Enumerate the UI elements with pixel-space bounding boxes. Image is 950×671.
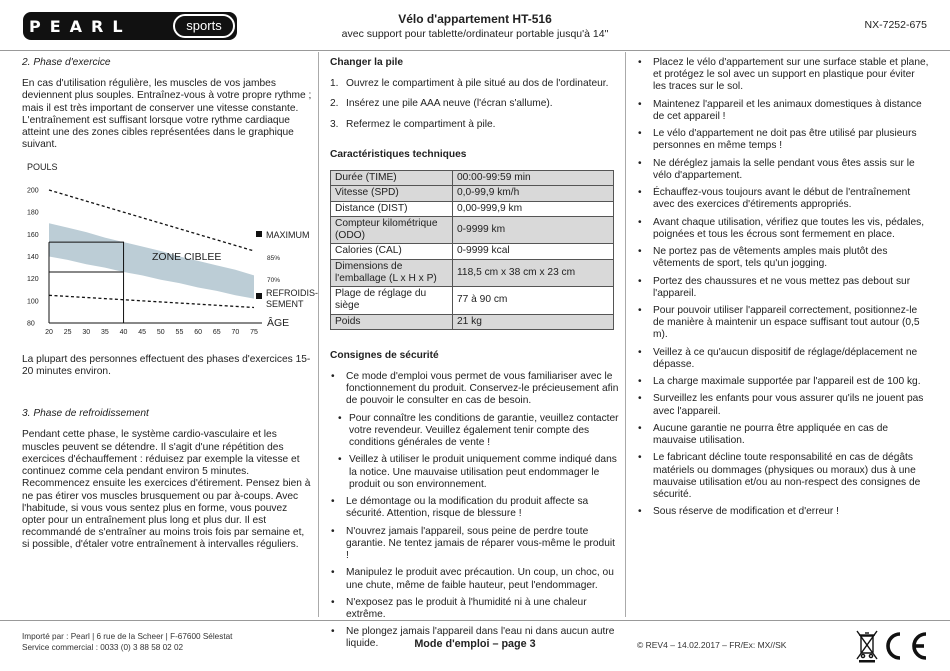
list-item (637, 217, 930, 241)
bullet-icon: • (638, 304, 642, 316)
bullet-icon: • (331, 496, 335, 508)
list-item (637, 506, 930, 518)
legend-label-cooldown-2: SEMENT (266, 298, 304, 309)
product-reference: NX-7252-675 (864, 19, 927, 31)
y-tick-label: 180 (27, 209, 39, 217)
list-item (637, 99, 930, 123)
list-item (637, 158, 930, 182)
list-item (637, 393, 930, 417)
revision-info: © REV4 – 14.02.2017 – FR/Ex: MX//SK (637, 640, 787, 650)
x-tick-label: 25 (63, 328, 72, 336)
step-number: 3. (330, 118, 339, 130)
list-item (637, 347, 930, 371)
bullet-icon: • (331, 596, 335, 608)
document-title: Vélo d'appartement HT-516 (398, 12, 552, 26)
bullet-icon: • (338, 412, 342, 424)
importer-address: Importé par : Pearl | 6 rue de la Scheer | F-67600 Sélestat (22, 632, 233, 641)
spec-key: Distance (DIST) (331, 201, 453, 216)
battery-title: Changer la pile (330, 57, 404, 68)
exercise-duration-text: La plupart des personnes effectuent des phases d'exercices 15-20 minutes environ. (22, 353, 311, 377)
spec-value: 0,0-99,9 km/h (453, 186, 614, 201)
list-item-text: Ne plongez jamais l'appareil dans l'eau ni dans aucun autre liquide. (346, 626, 615, 650)
x-tick-label: 35 (101, 328, 109, 336)
list-item (330, 496, 620, 520)
list-item-text: Portez des chaussures et ne vous mettez pas debout sur l'appareil. (653, 275, 911, 299)
y-axis-label: POULS (27, 161, 58, 172)
bullet-icon: • (638, 98, 642, 110)
bullet-icon: • (338, 454, 342, 466)
bullet-icon: • (638, 393, 642, 405)
list-item (330, 413, 620, 450)
spec-value: 0,00-999,9 km (453, 201, 614, 216)
bullet-icon: • (638, 452, 642, 464)
column-left (22, 57, 319, 560)
list-item-text: Maintenez l'appareil et les animaux domestiques à distance de cet appareil ! (653, 98, 922, 122)
list-item-text: Ne portez pas de vêtements amples mais plutôt des vêtements de sport, tels qu'un jogging. (653, 246, 888, 270)
column-middle (330, 57, 620, 656)
legend-square-maximum (256, 231, 262, 237)
service-phone: Service commercial : 0033 (0) 3 88 58 02 02 (22, 643, 184, 653)
x-tick-label: 75 (250, 328, 258, 336)
list-item (637, 246, 930, 270)
list-item-text: Ce mode d'emploi vous permet de vous familiariser avec le fonctionnement du produit. Conservez-le précieusement afin de pouvoir le consulter en cas de besoin. (346, 370, 619, 407)
y-tick-label: 160 (27, 231, 39, 239)
x-tick-label: 20 (45, 328, 53, 336)
bullet-icon: • (638, 157, 642, 169)
spec-key: Poids (331, 314, 453, 329)
list-item-text: Surveillez les enfants pour vous assurer qu'ils ne jouent pas avec l'appareil. (653, 393, 924, 417)
x-tick-label: 45 (138, 328, 147, 336)
table-row (331, 314, 614, 329)
legend-label-maximum: MAXIMUM (266, 229, 310, 240)
list-item (637, 423, 930, 447)
list-item-text: Ne déréglez jamais la selle pendant vous êtes assis sur le vélo d'appartement. (653, 157, 915, 181)
list-item (637, 187, 930, 211)
bullet-icon: • (638, 57, 642, 68)
y-tick-label: 100 (27, 297, 39, 305)
list-item (330, 454, 620, 491)
list-item-text: Placez le vélo d'appartement sur une surface stable et plane, et protégez le sol avec un support en plastique pour éviter les traces sur le sol. (653, 57, 929, 93)
list-item-text: Avant chaque utilisation, vérifiez que toutes les vis, pédales, poignées et tous les écrous sont fermement en place. (653, 216, 925, 240)
list-item-text: Sous réserve de modification et d'erreur ! (653, 506, 839, 518)
bullet-icon: • (638, 128, 642, 140)
list-item (330, 597, 620, 621)
weee-bin-icon (857, 631, 877, 663)
y-tick-label: 120 (27, 275, 39, 283)
compliance-marks (856, 628, 930, 664)
legend-label-cooldown-1: REFROIDIS- (266, 287, 319, 298)
list-item (637, 128, 930, 152)
table-row (331, 244, 614, 259)
list-item (637, 452, 930, 501)
table-row (331, 287, 614, 314)
bullet-icon: • (331, 525, 335, 537)
x-axis-label: ÂGE (267, 316, 290, 329)
list-item-text: N'ouvrez jamais l'appareil, sous peine de perdre toute garantie. Ne tentez jamais de réparer vous-même le produit ! (346, 525, 615, 562)
series-line-cooldown (49, 295, 254, 307)
x-tick-label: 50 (156, 328, 165, 336)
list-item (330, 371, 620, 408)
list-item (330, 526, 620, 563)
footer-importer (22, 631, 232, 654)
document-subtitle: avec support pour tablette/ordinateur portable jusqu'à 14" (341, 28, 609, 40)
ce-mark-icon (888, 634, 926, 658)
x-tick-label: 55 (175, 328, 184, 336)
list-item (637, 276, 930, 300)
bullet-icon: • (638, 422, 642, 434)
spec-key: Calories (CAL) (331, 244, 453, 259)
footer-divider (0, 620, 950, 621)
legend-label-70: 70% (267, 276, 281, 284)
list-item-text: Le vélo d'appartement ne doit pas être utilisé par plusieurs personnes en même temps ! (653, 128, 917, 152)
spec-key: Dimensions de l'emballage (L x H x P) (331, 259, 453, 286)
spec-value: 21 kg (453, 314, 614, 329)
x-tick-label: 65 (212, 328, 221, 336)
column-right (637, 57, 930, 524)
table-row (331, 216, 614, 243)
heart-rate-chart (22, 160, 319, 350)
specs-table (330, 170, 614, 330)
step-text: Ouvrez le compartiment à pile situé au dos de l'ordinateur. (346, 78, 609, 90)
y-tick-label: 80 (27, 320, 35, 328)
bullet-icon: • (638, 506, 642, 518)
list-item (330, 567, 620, 591)
list-item-text: Veillez à ce qu'aucun dispositif de réglage/déplacement ne dépasse. (653, 346, 918, 370)
bullet-icon: • (331, 626, 335, 638)
bullet-icon: • (638, 216, 642, 228)
section-exercise-title: 2. Phase d'exercice (22, 57, 111, 68)
spec-value: 77 à 90 cm (453, 287, 614, 314)
list-item (330, 78, 620, 90)
list-item-text: Veillez à utiliser le produit uniquement comme indiqué dans la notice. Une mauvaise utilisation peut endommager le produit ou son environnement. (349, 454, 617, 490)
list-item-text: Manipulez le produit avec précaution. Un coup, un choc, ou une chute, même de faible hauteur, peut l'endommager. (346, 567, 614, 591)
column-divider-2 (625, 52, 626, 617)
x-tick-label: 40 (119, 328, 128, 336)
x-tick-label: 60 (194, 328, 202, 336)
bullet-icon: • (638, 187, 642, 199)
legend-label-85: 85% (267, 254, 281, 262)
y-tick-label: 140 (27, 253, 39, 261)
zone-label: ZONE CIBLEE (152, 250, 222, 263)
table-row (331, 186, 614, 201)
heart-rate-chart-svg (22, 160, 319, 350)
section-exercise-text: En cas d'utilisation régulière, les muscles de vos jambes deviennent plus souples. Entraînez-vous à votre propre rythme ; mais il est très important de conserver une vitesse constante. L'entraînement est suffisant lorsque votre rythme cardiaque atteint une des zones cibles représentées dans le graphique suivant. (22, 78, 312, 151)
x-tick-label: 30 (82, 328, 91, 336)
spec-value: 118,5 cm x 38 cm x 23 cm (453, 259, 614, 286)
logo-pearl-text: PEARL (29, 17, 132, 36)
list-item-text: Pour pouvoir utiliser l'appareil correctement, positionnez-le de manière à maintenir un espace suffisant tout autour (0,5 m). (653, 304, 920, 341)
list-item (637, 305, 930, 342)
safety-title: Consignes de sécurité (330, 349, 439, 361)
column-divider-1 (318, 52, 319, 617)
list-item-text: Pour connaître les conditions de garantie, veuillez contacter votre revendeur. Veuillez également tenir compte des conditions générales de vente ! (349, 412, 619, 449)
spec-value: 0-9999 kcal (453, 244, 614, 259)
section-cooldown-text: Pendant cette phase, le système cardio-vasculaire et les muscles peuvent se détendre. Il s'agit d'une répétition des exercices d'échauffement : réduisez par exemple la vitesse et continuez comme cela pendant environ 5 minutes. Recommencez ensuite les exercices d'étirement. Pensez bien à ne pas étirer vos muscles brusquement ou par à-coups. Avec l'habitude, si vous vous sentez plus en forme, vous pouvez opter pour un entraînement plus long et plus dur. Il est recommandé de s'entraîner au moins trois fois par semaine et, si possible, d'étaler votre entraînement à intervalles réguliers. (22, 429, 311, 551)
spec-value: 0-9999 km (453, 216, 614, 243)
list-item-text: Le fabricant décline toute responsabilité en cas de dégâts matériels ou dommages (physiques ou moraux) dus à une mauvaise utilisation et/ou au non-respect des consignes de sécurité. (653, 452, 921, 501)
bullet-icon: • (638, 376, 642, 388)
step-number: 1. (330, 78, 339, 90)
table-row (331, 171, 614, 186)
list-item-text: La charge maximale supportée par l'appareil est de 100 kg. (653, 376, 921, 388)
spec-key: Durée (TIME) (331, 171, 453, 186)
list-item (330, 119, 620, 131)
spec-key: Compteur kilométrique (ODO) (331, 216, 453, 243)
list-item-text: Le démontage ou la modification du produit affecte sa sécurité. Attention, risque de blessure ! (346, 496, 589, 520)
bullet-icon: • (638, 346, 642, 358)
page-header (0, 0, 950, 50)
battery-steps (330, 78, 620, 131)
list-item (330, 98, 620, 110)
y-tick-label: 200 (27, 187, 39, 195)
list-item (637, 57, 930, 94)
specs-title: Caractéristiques techniques (330, 148, 467, 160)
header-divider (0, 50, 950, 51)
table-row (331, 259, 614, 286)
step-text: Insérez une pile AAA neuve (l'écran s'allume). (346, 98, 553, 110)
legend-square-cooldown (256, 293, 262, 299)
list-item (637, 376, 930, 388)
logo-sports-text: sports (173, 14, 235, 38)
list-item-text: Aucune garantie ne pourra être appliquée en cas de mauvaise utilisation. (653, 422, 889, 447)
bullet-icon: • (331, 567, 335, 579)
step-text: Refermez le compartiment à pile. (346, 118, 496, 130)
pearl-sports-logo (23, 12, 237, 40)
list-item-text: N'exposez pas le produit à l'humidité ni à une chaleur extrême. (346, 596, 587, 620)
spec-key: Plage de réglage du siège (331, 287, 453, 314)
spec-value: 00:00-99:59 min (453, 171, 614, 186)
x-tick-label: 70 (231, 328, 240, 336)
step-number: 2. (330, 98, 339, 110)
bullet-icon: • (331, 370, 335, 382)
table-row (331, 201, 614, 216)
bullet-icon: • (638, 275, 642, 287)
list-item-text: Échauffez-vous toujours avant le début de l'entraînement avec des exercices d'étirements appropriés. (653, 187, 911, 211)
bullet-icon: • (638, 246, 642, 258)
safety-list (330, 371, 620, 651)
page-number: Mode d'emploi – page 3 (414, 638, 536, 650)
safety-list-continued (637, 57, 930, 519)
spec-key: Vitesse (SPD) (331, 186, 453, 201)
section-cooldown-title: 3. Phase de refroidissement (22, 408, 149, 420)
